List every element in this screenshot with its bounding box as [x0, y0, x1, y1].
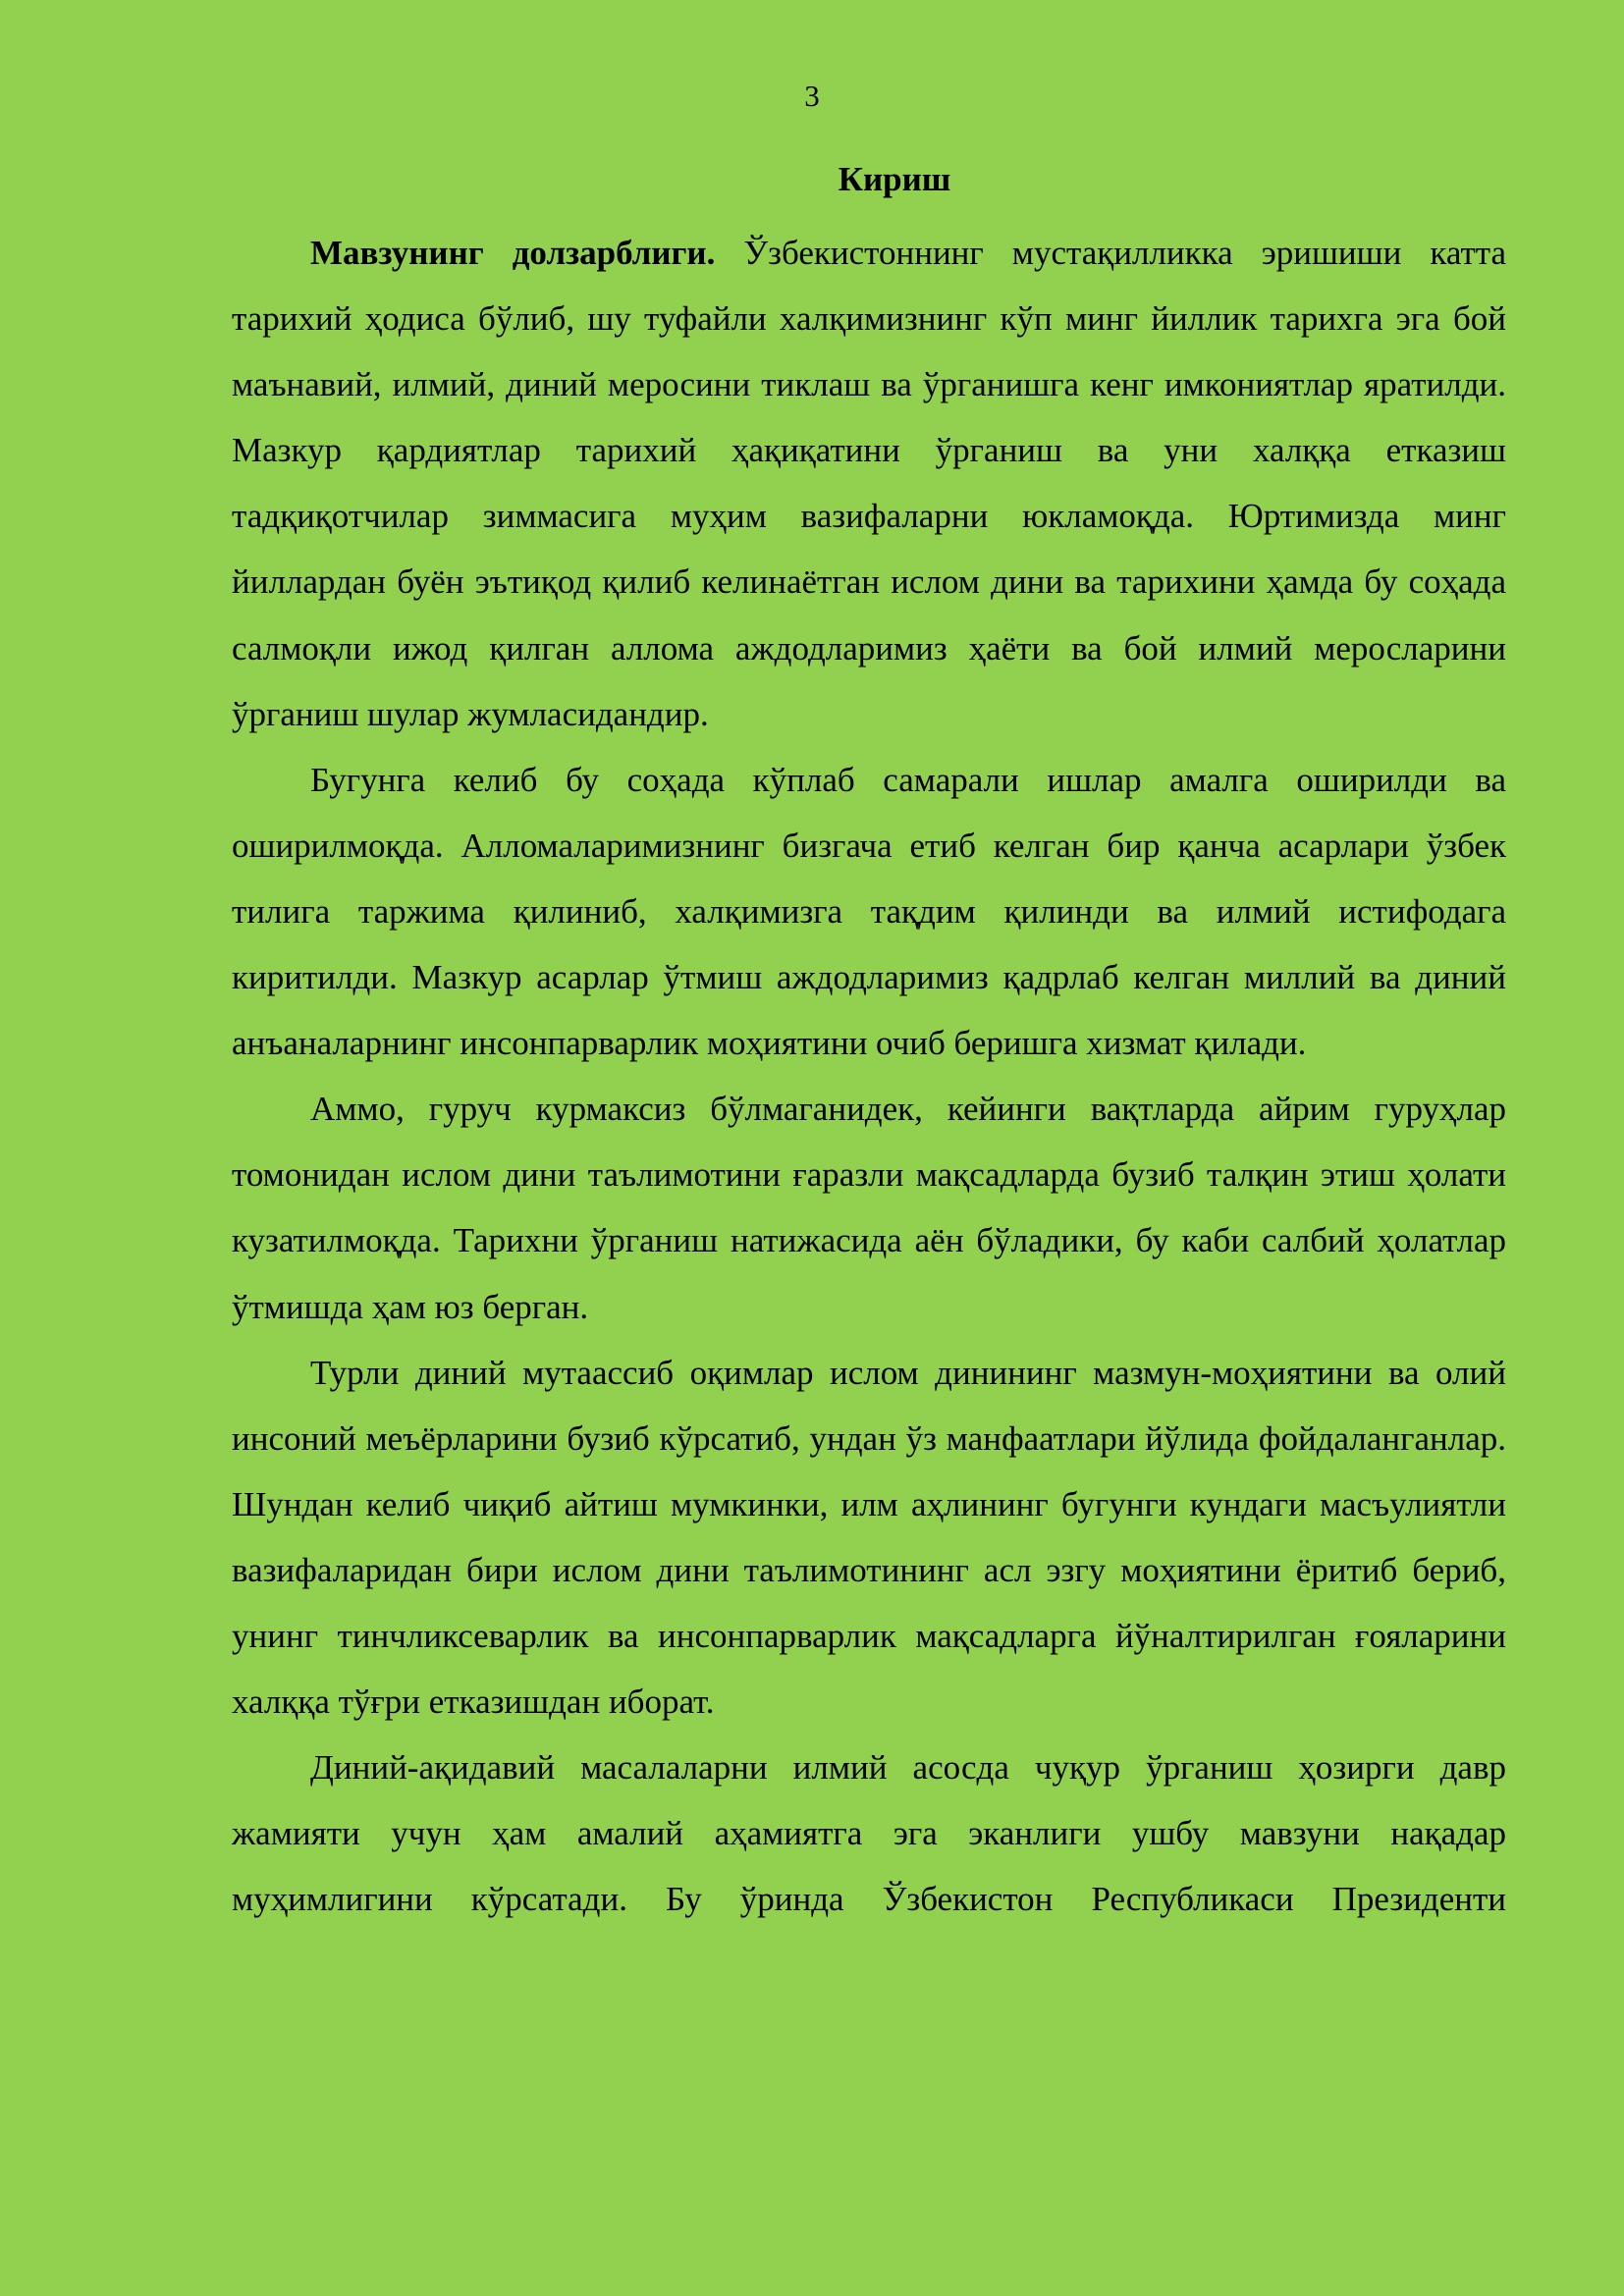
document-body: [232, 155, 1506, 1932]
paragraph: [232, 1076, 1506, 1339]
paragraph-text: Бугунга келиб бу соҳада кўплаб самарали ишлар амалга оширилди ва оширилмоқда. Алломаларимизнинг бизгача етиб келган бир қанча асарлари ўзбек тилига таржима қилиниб, халқимизга тақдим қилинди ва илмий истифодага киритилди. Мазкур асарлар ўтмиш аждодларимиз қадрлаб келган миллий ва диний анъаналарнинг инсонпарварлик моҳиятини очиб беришга хизмат қилади.: [232, 760, 1506, 1063]
paragraph: [232, 747, 1506, 1076]
paragraph-last: [232, 1735, 1506, 1932]
paragraph-lead: Мавзунинг долзарблиги.: [310, 234, 716, 272]
paragraph-text: Ўзбекистоннинг мустақилликка эришиши катта тарихий ҳодиса бўлиб, шу туфайли халқимизнинг кўп минг йиллик тарихга эга бой маънавий, илмий, диний меросини тиклаш ва ўрганишга кенг имкониятлар яратилди. Мазкур қардиятлар тарихий ҳақиқатини ўрганиш ва уни халққа етказиш тадқиқотчилар зиммасига муҳим вазифаларни юкламоқда. Юртимизда минг йиллардан буён эътиқод қилиб келинаётган ислом дини ва тарихини ҳамда бу соҳада салмоқли ижод қилган аллома аждодларимиз ҳаёти ва бой илмий меросларини ўрганиш шулар жумласидандир.: [232, 234, 1506, 733]
paragraph-text: Аммо, гуруч курмаксиз бўлмаганидек, кейинги вақтларда айрим гуруҳлар томонидан ислом дини таълимотини ғаразли мақсадларда бузиб талқин этиш ҳолати кузатилмоқда. Тарихни ўрганиш натижасида аён бўладики, бу каби салбий ҳолатлар ўтмишда ҳам юз берган.: [232, 1090, 1506, 1326]
page-number: 3: [804, 79, 820, 113]
section-heading: Кириш: [838, 160, 951, 198]
paragraph-text: Турли диний мутаассиб оқимлар ислом динининг мазмун-моҳиятини ва олий инсоний меъёрларини бузиб кўрсатиб, ундан ўз манфаатлари йўлида фойдаланганлар. Шундан келиб чиқиб айтиш мумкинки, илм аҳлининг бугунги кундаги масъулиятли вазифаларидан бири ислом дини таълимотининг асл эзгу моҳиятини ёритиб бериб, унинг тинчликсеварлик ва инсонпарварлик мақсадларга йўналтирилган ғояларини халққа тўғри етказишдан иборат.: [232, 1353, 1506, 1722]
paragraph-relevance: [232, 220, 1506, 747]
paragraph: [232, 1340, 1506, 1735]
paragraph-text: Диний-ақидавий масалаларни илмий асосда чуқур ўрганиш ҳозирги давр жамияти учун ҳам амалий аҳамиятга эга эканлиги ушбу мавзуни нақадар муҳимлигини кўрсатади. Бу ўринда Ўзбекистон Республикаси Президенти: [232, 1748, 1506, 1919]
